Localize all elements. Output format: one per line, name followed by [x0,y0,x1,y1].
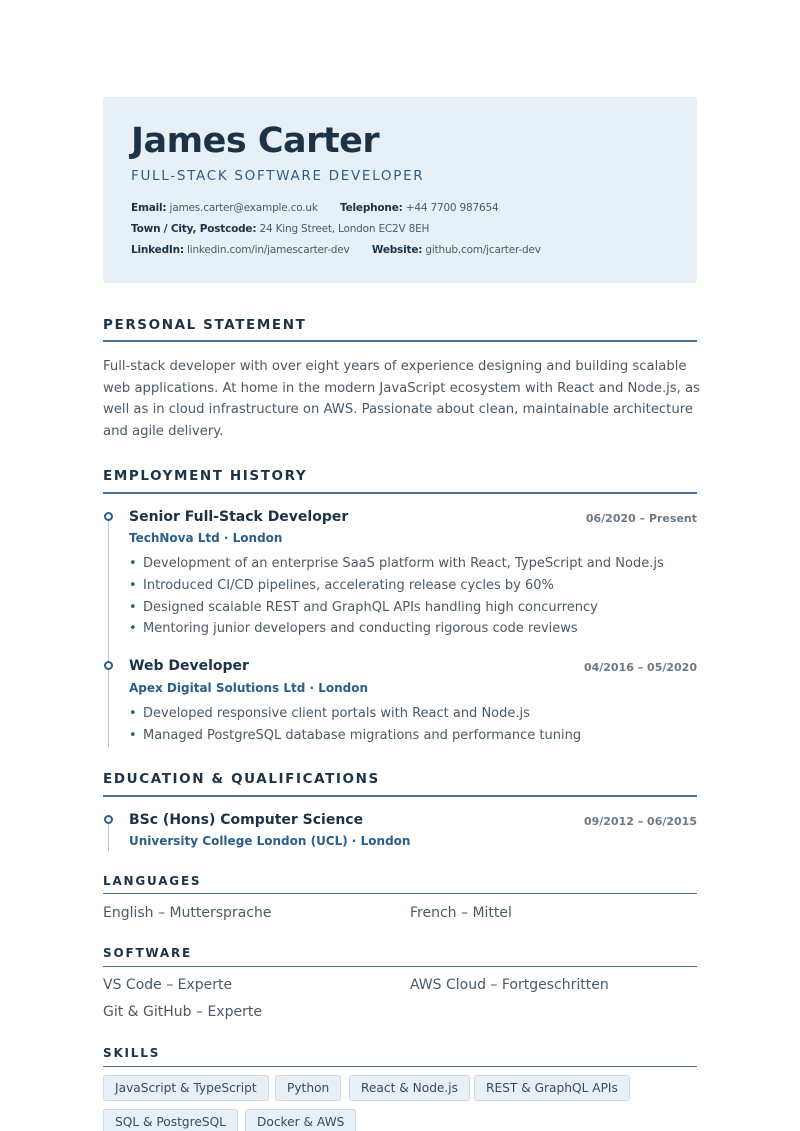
job-title: Senior Full-Stack Developer [129,509,349,525]
candidate-name: James Carter [131,121,380,161]
skill-tag: Docker & AWS [245,1109,356,1131]
email-label: Email: [131,202,167,214]
skill-tag: REST & GraphQL APIs [474,1075,630,1101]
employment-heading: EMPLOYMENT HISTORY [103,468,697,494]
header-panel [103,97,697,283]
software-item: AWS Cloud – Fortgeschritten [410,977,609,993]
job-organization: Apex Digital Solutions Ltd · London [129,681,369,695]
website-value: github.com/jcarter-dev [425,244,541,256]
software-item: Git & GitHub – Experte [103,1004,262,1020]
contact-line-2 [131,223,429,235]
job-bullet: • Introduced CI/CD pipelines, accelerating release cycles by 60% [129,578,554,593]
employment-timeline [108,517,109,747]
statement-text: Full-stack developer with over eight years of experience designing and building scalable web applications. At home in the modern JavaScript ecosystem with React and Node.js, as well as in cloud infrastructure on AWS. Passionate about clean, maintainable architecture and agile delivery. [103,359,701,439]
timeline-dot [104,815,113,824]
software-heading: SOFTWARE [103,946,697,967]
phone-label: Telephone: [340,202,403,214]
language-item: French – Mittel [410,905,512,921]
job-bullet: • Development of an enterprise SaaS platform with React, TypeScript and Node.js [129,556,664,571]
job-title-headline: FULL-STACK SOFTWARE DEVELOPER [131,168,425,184]
language-item: English – Muttersprache [103,905,272,921]
education-heading: EDUCATION & QUALIFICATIONS [103,771,697,797]
job-dates: 04/2016 – 05/2020 [583,661,697,674]
email-value: james.carter@example.co.uk [169,202,318,214]
statement-heading: PERSONAL STATEMENT [103,317,697,342]
skill-tag: React & Node.js [349,1075,470,1101]
languages-heading: LANGUAGES [103,874,697,894]
phone-value: +44 7700 987654 [405,202,499,214]
location-label: Town / City, Postcode: [131,223,257,235]
timeline-dot [104,661,113,670]
skill-tag: SQL & PostgreSQL [103,1109,238,1131]
contact-line-1 [131,202,498,214]
linkedin-label: LinkedIn: [131,244,184,256]
linkedin-value: linkedin.com/in/jamescarter-dev [187,244,350,256]
skill-tag: JavaScript & TypeScript [103,1075,269,1101]
education-timeline [108,820,109,851]
job-bullet: • Designed scalable REST and GraphQL APIs handling high concurrency [129,600,598,615]
job-bullet: • Mentoring junior developers and conducting rigorous code reviews [129,621,578,636]
timeline-dot [104,512,113,521]
job-bullet: • Managed PostgreSQL database migrations and performance tuning [129,728,582,743]
job-dates: 06/2020 – Present [585,512,697,525]
skills-heading: SKILLS [103,1046,697,1067]
job-organization: TechNova Ltd · London [129,531,283,545]
software-item: VS Code – Experte [103,977,233,993]
degree-dates: 09/2012 – 06/2015 [583,815,697,828]
skill-tag: Python [275,1075,341,1101]
job-bullet: • Developed responsive client portals with React and Node.js [129,706,530,721]
job-title: Web Developer [129,658,249,674]
contact-line-3 [131,244,541,256]
location-value: 24 King Street, London EC2V 8EH [259,223,430,235]
degree-title: BSc (Hons) Computer Science [129,812,364,828]
degree-institution: University College London (UCL) · London [129,834,411,848]
website-label: Website: [371,244,423,256]
